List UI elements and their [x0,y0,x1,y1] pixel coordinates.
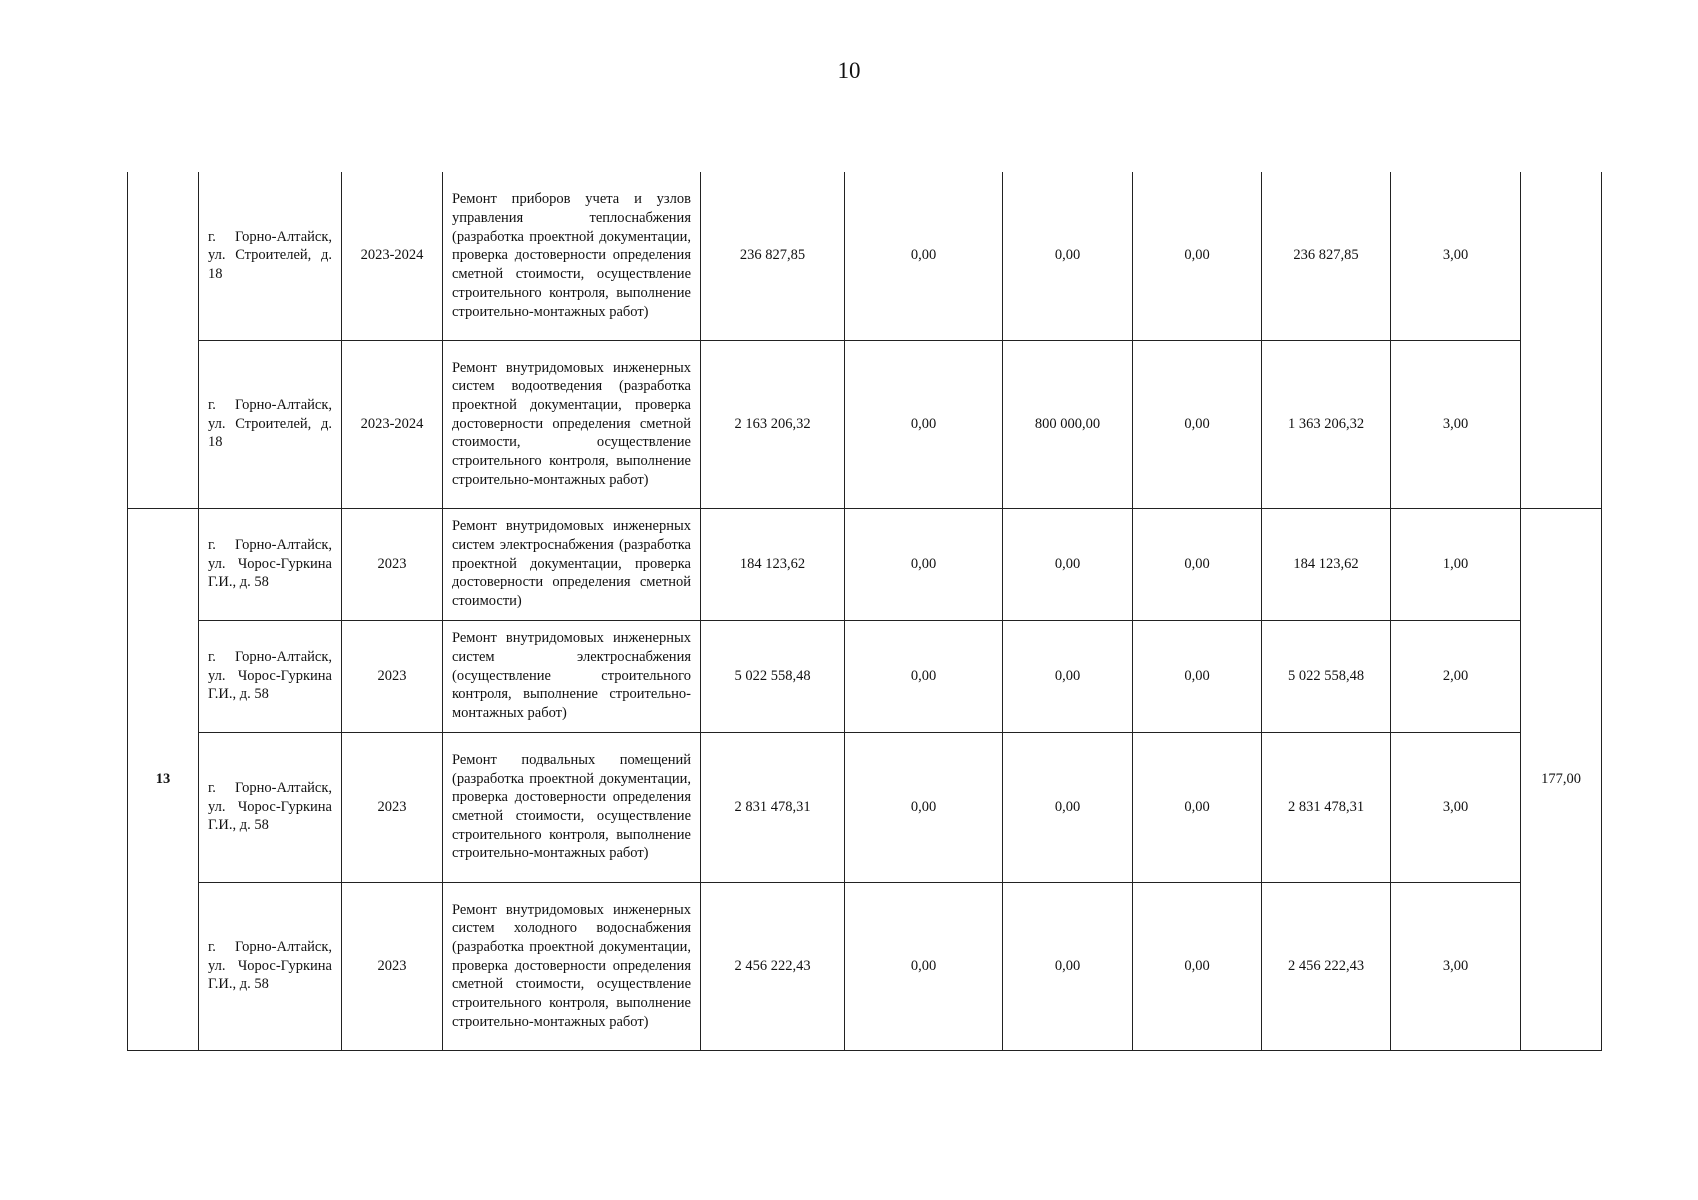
table-row [128,882,1602,1050]
unit-cost-cell: 3,00 [1391,882,1521,1050]
amount-cell: 0,00 [845,172,1003,340]
continued-number-cell [128,172,199,508]
unit-cost-cell: 1,00 [1391,508,1521,620]
amount-cell: 0,00 [1133,172,1262,340]
amount-cell: 1 363 206,32 [1262,340,1391,508]
total-cost-cell: 236 827,85 [701,172,845,340]
total-cost-cell: 2 456 222,43 [701,882,845,1050]
amount-cell: 0,00 [845,620,1003,732]
amount-cell: 0,00 [1003,732,1133,882]
amount-cell: 800 000,00 [1003,340,1133,508]
page-number: 10 [837,58,861,83]
address-cell: г. Горно-Алтайск, ул. Чорос-Гуркина Г.И., д. 58 [199,882,342,1050]
amount-cell: 0,00 [845,340,1003,508]
total-cost-cell: 2 163 206,32 [701,340,845,508]
unit-cost-cell: 2,00 [1391,620,1521,732]
table-row [128,340,1602,508]
period-cell: 2023 [342,732,443,882]
work-description-cell: Ремонт внутридомовых инженерных систем электроснабжения (разработка проектной документации, проверка достоверности определения сметной стоимости) [443,508,701,620]
amount-cell: 0,00 [1133,882,1262,1050]
amount-cell: 0,00 [1133,620,1262,732]
amount-cell: 0,00 [1133,732,1262,882]
total-cost-cell: 184 123,62 [701,508,845,620]
unit-cost-cell: 3,00 [1391,172,1521,340]
work-description-cell: Ремонт внутридомовых инженерных систем водоотведения (разработка проектной документации, проверка достоверности определения сметной стоимости, осуществление строительного контроля, выполнение строительно-монтажных работ) [443,340,701,508]
amount-cell: 0,00 [845,732,1003,882]
amount-cell: 2 456 222,43 [1262,882,1391,1050]
table-row [128,172,1602,340]
address-cell: г. Горно-Алтайск, ул. Строителей, д. 18 [199,172,342,340]
amount-cell: 0,00 [845,508,1003,620]
amount-cell: 0,00 [1133,508,1262,620]
table-row [128,620,1602,732]
address-cell: г. Горно-Алтайск, ул. Строителей, д. 18 [199,340,342,508]
table-row [128,732,1602,882]
work-description-cell: Ремонт внутридомовых инженерных систем холодного водоснабжения (разработка проектной документации, проверка достоверности определения сметной стоимости, осуществление строительного контроля, выполнение строительно-монтажных работ) [443,882,701,1050]
work-description-cell: Ремонт подвальных помещений (разработка проектной документации, проверка достоверности определения сметной стоимости, осуществление строительного контроля, выполнение строительно-монтажных работ) [443,732,701,882]
work-description-cell: Ремонт приборов учета и узлов управления теплоснабжения (разработка проектной документации, проверка достоверности определения сметной стоимости, осуществление строительного контроля, выполнение строительно-монтажных работ) [443,172,701,340]
total-cost-cell: 5 022 558,48 [701,620,845,732]
amount-cell: 5 022 558,48 [1262,620,1391,732]
unit-cost-cell: 3,00 [1391,340,1521,508]
work-description-cell: Ремонт внутридомовых инженерных систем электроснабжения (осуществление строительного контроля, выполнение строительно-монтажных работ) [443,620,701,732]
period-cell: 2023-2024 [342,172,443,340]
amount-cell: 2 831 478,31 [1262,732,1391,882]
address-cell: г. Горно-Алтайск, ул. Чорос-Гуркина Г.И., д. 58 [199,508,342,620]
period-cell: 2023 [342,508,443,620]
period-cell: 2023 [342,620,443,732]
address-cell: г. Горно-Алтайск, ул. Чорос-Гуркина Г.И., д. 58 [199,732,342,882]
amount-cell: 236 827,85 [1262,172,1391,340]
amount-cell: 0,00 [845,882,1003,1050]
amount-cell: 0,00 [1133,340,1262,508]
amount-cell: 0,00 [1003,882,1133,1050]
period-cell: 2023-2024 [342,340,443,508]
amount-cell: 184 123,62 [1262,508,1391,620]
address-cell: г. Горно-Алтайск, ул. Чорос-Гуркина Г.И., д. 58 [199,620,342,732]
group-total-cell: 177,00 [1521,508,1602,1050]
repair-program-table [127,172,1602,1051]
table-row [128,508,1602,620]
row-number-cell: 13 [128,508,199,1050]
total-cost-cell: 2 831 478,31 [701,732,845,882]
continued-total-cell [1521,172,1602,508]
unit-cost-cell: 3,00 [1391,732,1521,882]
period-cell: 2023 [342,882,443,1050]
amount-cell: 0,00 [1003,172,1133,340]
amount-cell: 0,00 [1003,508,1133,620]
amount-cell: 0,00 [1003,620,1133,732]
